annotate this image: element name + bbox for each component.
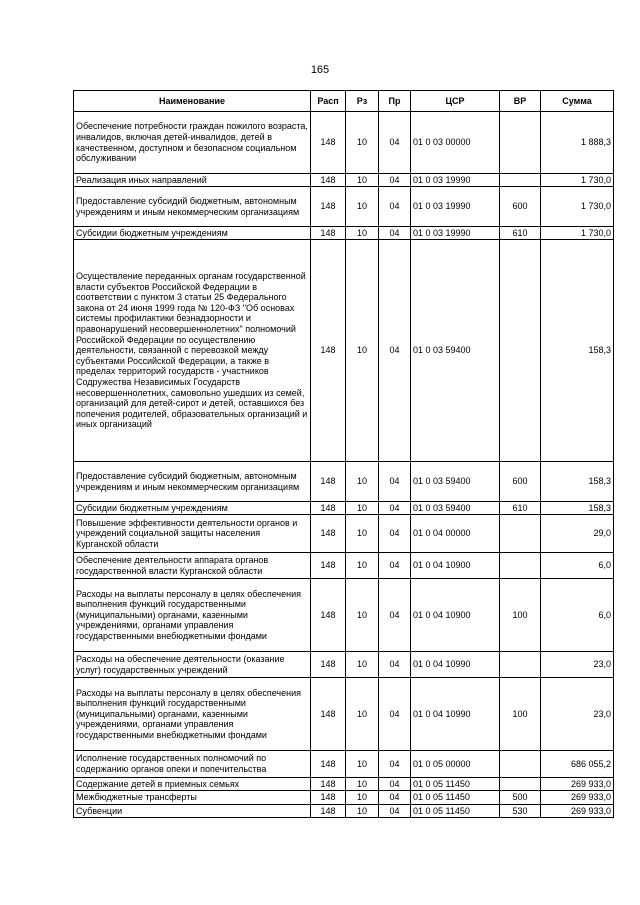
cell-name: Повышение эффективности деятельности органов и учреждений социальной защиты населения Курганской области xyxy=(74,515,311,553)
cell-name: Межбюджетные трансферты xyxy=(74,791,311,805)
cell-vr: 100 xyxy=(500,678,541,751)
cell-vr: 600 xyxy=(500,462,541,502)
cell-rz: 10 xyxy=(346,240,379,462)
cell-csr: 01 0 03 19990 xyxy=(411,227,500,240)
cell-csr: 01 0 05 11450 xyxy=(411,778,500,791)
cell-sum: 6,0 xyxy=(541,553,614,579)
cell-name: Исполнение государственных полномочий по содержанию органов опеки и попечительства xyxy=(74,751,311,778)
cell-sum: 269 933,0 xyxy=(541,778,614,791)
table-row xyxy=(74,112,614,174)
table-row xyxy=(74,678,614,751)
cell-name: Содержание детей в приемных семьях xyxy=(74,778,311,791)
cell-vr: 530 xyxy=(500,805,541,818)
cell-vr xyxy=(500,778,541,791)
cell-csr: 01 0 04 10990 xyxy=(411,652,500,678)
table-row xyxy=(74,791,614,805)
cell-name: Реализация иных направлений xyxy=(74,174,311,187)
cell-rz: 10 xyxy=(346,112,379,174)
cell-name: Субвенции xyxy=(74,805,311,818)
table-header-row xyxy=(74,91,614,112)
table-row xyxy=(74,502,614,515)
cell-rasp: 148 xyxy=(311,652,346,678)
cell-csr: 01 0 03 59400 xyxy=(411,502,500,515)
table-row xyxy=(74,515,614,553)
cell-rz: 10 xyxy=(346,187,379,227)
cell-rasp: 148 xyxy=(311,515,346,553)
col-header-csr: ЦСР xyxy=(411,91,500,112)
cell-csr: 01 0 03 19990 xyxy=(411,174,500,187)
cell-pr: 04 xyxy=(379,652,411,678)
cell-csr: 01 0 03 59400 xyxy=(411,240,500,462)
table-body xyxy=(74,112,614,818)
col-header-sum: Сумма xyxy=(541,91,614,112)
cell-rz: 10 xyxy=(346,678,379,751)
cell-rz: 10 xyxy=(346,227,379,240)
table-row xyxy=(74,652,614,678)
cell-sum: 1 730,0 xyxy=(541,174,614,187)
cell-rasp: 148 xyxy=(311,553,346,579)
cell-rasp: 148 xyxy=(311,502,346,515)
cell-csr: 01 0 04 10990 xyxy=(411,678,500,751)
cell-sum: 158,3 xyxy=(541,502,614,515)
cell-vr: 500 xyxy=(500,791,541,805)
cell-pr: 04 xyxy=(379,751,411,778)
cell-rz: 10 xyxy=(346,174,379,187)
cell-csr: 01 0 05 11450 xyxy=(411,805,500,818)
table-row xyxy=(74,805,614,818)
table-row xyxy=(74,751,614,778)
cell-vr xyxy=(500,515,541,553)
table-row xyxy=(74,174,614,187)
cell-csr: 01 0 03 19990 xyxy=(411,187,500,227)
cell-csr: 01 0 03 59400 xyxy=(411,462,500,502)
col-header-name: Наименование xyxy=(74,91,311,112)
cell-rz: 10 xyxy=(346,778,379,791)
cell-sum: 23,0 xyxy=(541,652,614,678)
cell-rasp: 148 xyxy=(311,678,346,751)
cell-pr: 04 xyxy=(379,227,411,240)
cell-name: Субсидии бюджетным учреждениям xyxy=(74,227,311,240)
cell-sum: 158,3 xyxy=(541,240,614,462)
cell-sum: 158,3 xyxy=(541,462,614,502)
cell-sum: 269 933,0 xyxy=(541,805,614,818)
col-header-rasp: Расп xyxy=(311,91,346,112)
cell-pr: 04 xyxy=(379,462,411,502)
cell-rz: 10 xyxy=(346,652,379,678)
cell-rasp: 148 xyxy=(311,112,346,174)
cell-csr: 01 0 04 00000 xyxy=(411,515,500,553)
cell-csr: 01 0 03 00000 xyxy=(411,112,500,174)
cell-rasp: 148 xyxy=(311,805,346,818)
cell-vr xyxy=(500,174,541,187)
cell-rasp: 148 xyxy=(311,791,346,805)
cell-sum: 1 730,0 xyxy=(541,227,614,240)
cell-sum: 269 933,0 xyxy=(541,791,614,805)
table-row xyxy=(74,553,614,579)
cell-rz: 10 xyxy=(346,515,379,553)
cell-vr xyxy=(500,240,541,462)
cell-rz: 10 xyxy=(346,502,379,515)
cell-pr: 04 xyxy=(379,579,411,652)
table-row xyxy=(74,227,614,240)
cell-pr: 04 xyxy=(379,515,411,553)
col-header-vr: ВР xyxy=(500,91,541,112)
cell-sum: 1 888,3 xyxy=(541,112,614,174)
cell-rasp: 148 xyxy=(311,187,346,227)
cell-pr: 04 xyxy=(379,240,411,462)
cell-pr: 04 xyxy=(379,174,411,187)
cell-sum: 686 055,2 xyxy=(541,751,614,778)
cell-rasp: 148 xyxy=(311,240,346,462)
cell-pr: 04 xyxy=(379,678,411,751)
cell-rz: 10 xyxy=(346,579,379,652)
cell-pr: 04 xyxy=(379,553,411,579)
cell-rasp: 148 xyxy=(311,579,346,652)
cell-vr: 610 xyxy=(500,227,541,240)
cell-vr xyxy=(500,652,541,678)
cell-pr: 04 xyxy=(379,805,411,818)
cell-sum: 1 730,0 xyxy=(541,187,614,227)
cell-rz: 10 xyxy=(346,462,379,502)
page-number: 165 xyxy=(310,64,330,76)
cell-vr: 600 xyxy=(500,187,541,227)
cell-vr xyxy=(500,751,541,778)
cell-name: Субсидии бюджетным учреждениям xyxy=(74,502,311,515)
table-row xyxy=(74,462,614,502)
col-header-pr: Пр xyxy=(379,91,411,112)
cell-rasp: 148 xyxy=(311,174,346,187)
cell-pr: 04 xyxy=(379,778,411,791)
cell-pr: 04 xyxy=(379,502,411,515)
table-row xyxy=(74,778,614,791)
cell-name: Расходы на выплаты персоналу в целях обеспечения выполнения функций государственными (муниципальными) органами, казенными учреждениями, органами управления государственными внебюджетными фондами xyxy=(74,678,311,751)
cell-vr xyxy=(500,553,541,579)
cell-rasp: 148 xyxy=(311,751,346,778)
cell-name: Предоставление субсидий бюджетным, автономным учреждениям и иным некоммерческим организациям xyxy=(74,187,311,227)
cell-sum: 29,0 xyxy=(541,515,614,553)
cell-name: Предоставление субсидий бюджетным, автономным учреждениям и иным некоммерческим организациям xyxy=(74,462,311,502)
table-row xyxy=(74,187,614,227)
cell-csr: 01 0 05 00000 xyxy=(411,751,500,778)
cell-name: Осуществление переданных органам государственной власти субъектов Российской Федерации в соответствии с пунктом 3 статьи 25 Федерального закона от 24 июня 1999 года № 120-ФЗ "Об основах системы профилактики безнадзорности и правонарушений несовершеннолетних" полномочий Российской Федерации по осуществлению деятельности, связанной с перевозкой между субъектами Российской Федерации, а также в пределах территорий государств - участников Содружества Независимых Государств несовершеннолетних, самовольно ушедших из семей, организаций для детей-сирот и детей, оставшихся без попечения родителей, образовательных организаций и иных организаций xyxy=(74,240,311,462)
cell-pr: 04 xyxy=(379,112,411,174)
cell-pr: 04 xyxy=(379,791,411,805)
cell-vr xyxy=(500,112,541,174)
table-row xyxy=(74,579,614,652)
col-header-rz: Рз xyxy=(346,91,379,112)
cell-csr: 01 0 05 11450 xyxy=(411,791,500,805)
cell-vr: 100 xyxy=(500,579,541,652)
cell-rasp: 148 xyxy=(311,462,346,502)
cell-name: Расходы на обеспечение деятельности (оказание услуг) государственных учреждений xyxy=(74,652,311,678)
cell-csr: 01 0 04 10900 xyxy=(411,553,500,579)
cell-pr: 04 xyxy=(379,187,411,227)
cell-sum: 6,0 xyxy=(541,579,614,652)
table-row xyxy=(74,240,614,462)
cell-rz: 10 xyxy=(346,553,379,579)
cell-name: Обеспечение потребности граждан пожилого возраста, инвалидов, включая детей-инвалидов, детей в качественном, доступном и безопасном социальном обслуживании xyxy=(74,112,311,174)
cell-csr: 01 0 04 10900 xyxy=(411,579,500,652)
cell-rz: 10 xyxy=(346,751,379,778)
cell-sum: 23,0 xyxy=(541,678,614,751)
cell-rz: 10 xyxy=(346,791,379,805)
cell-rasp: 148 xyxy=(311,227,346,240)
cell-rz: 10 xyxy=(346,805,379,818)
cell-name: Расходы на выплаты персоналу в целях обеспечения выполнения функций государственными (муниципальными) органами, казенными учреждениями, органами управления государственными внебюджетными фондами xyxy=(74,579,311,652)
cell-rasp: 148 xyxy=(311,778,346,791)
budget-table xyxy=(73,90,614,818)
cell-vr: 610 xyxy=(500,502,541,515)
cell-name: Обеспечение деятельности аппарата органов государственной власти Курганской области xyxy=(74,553,311,579)
